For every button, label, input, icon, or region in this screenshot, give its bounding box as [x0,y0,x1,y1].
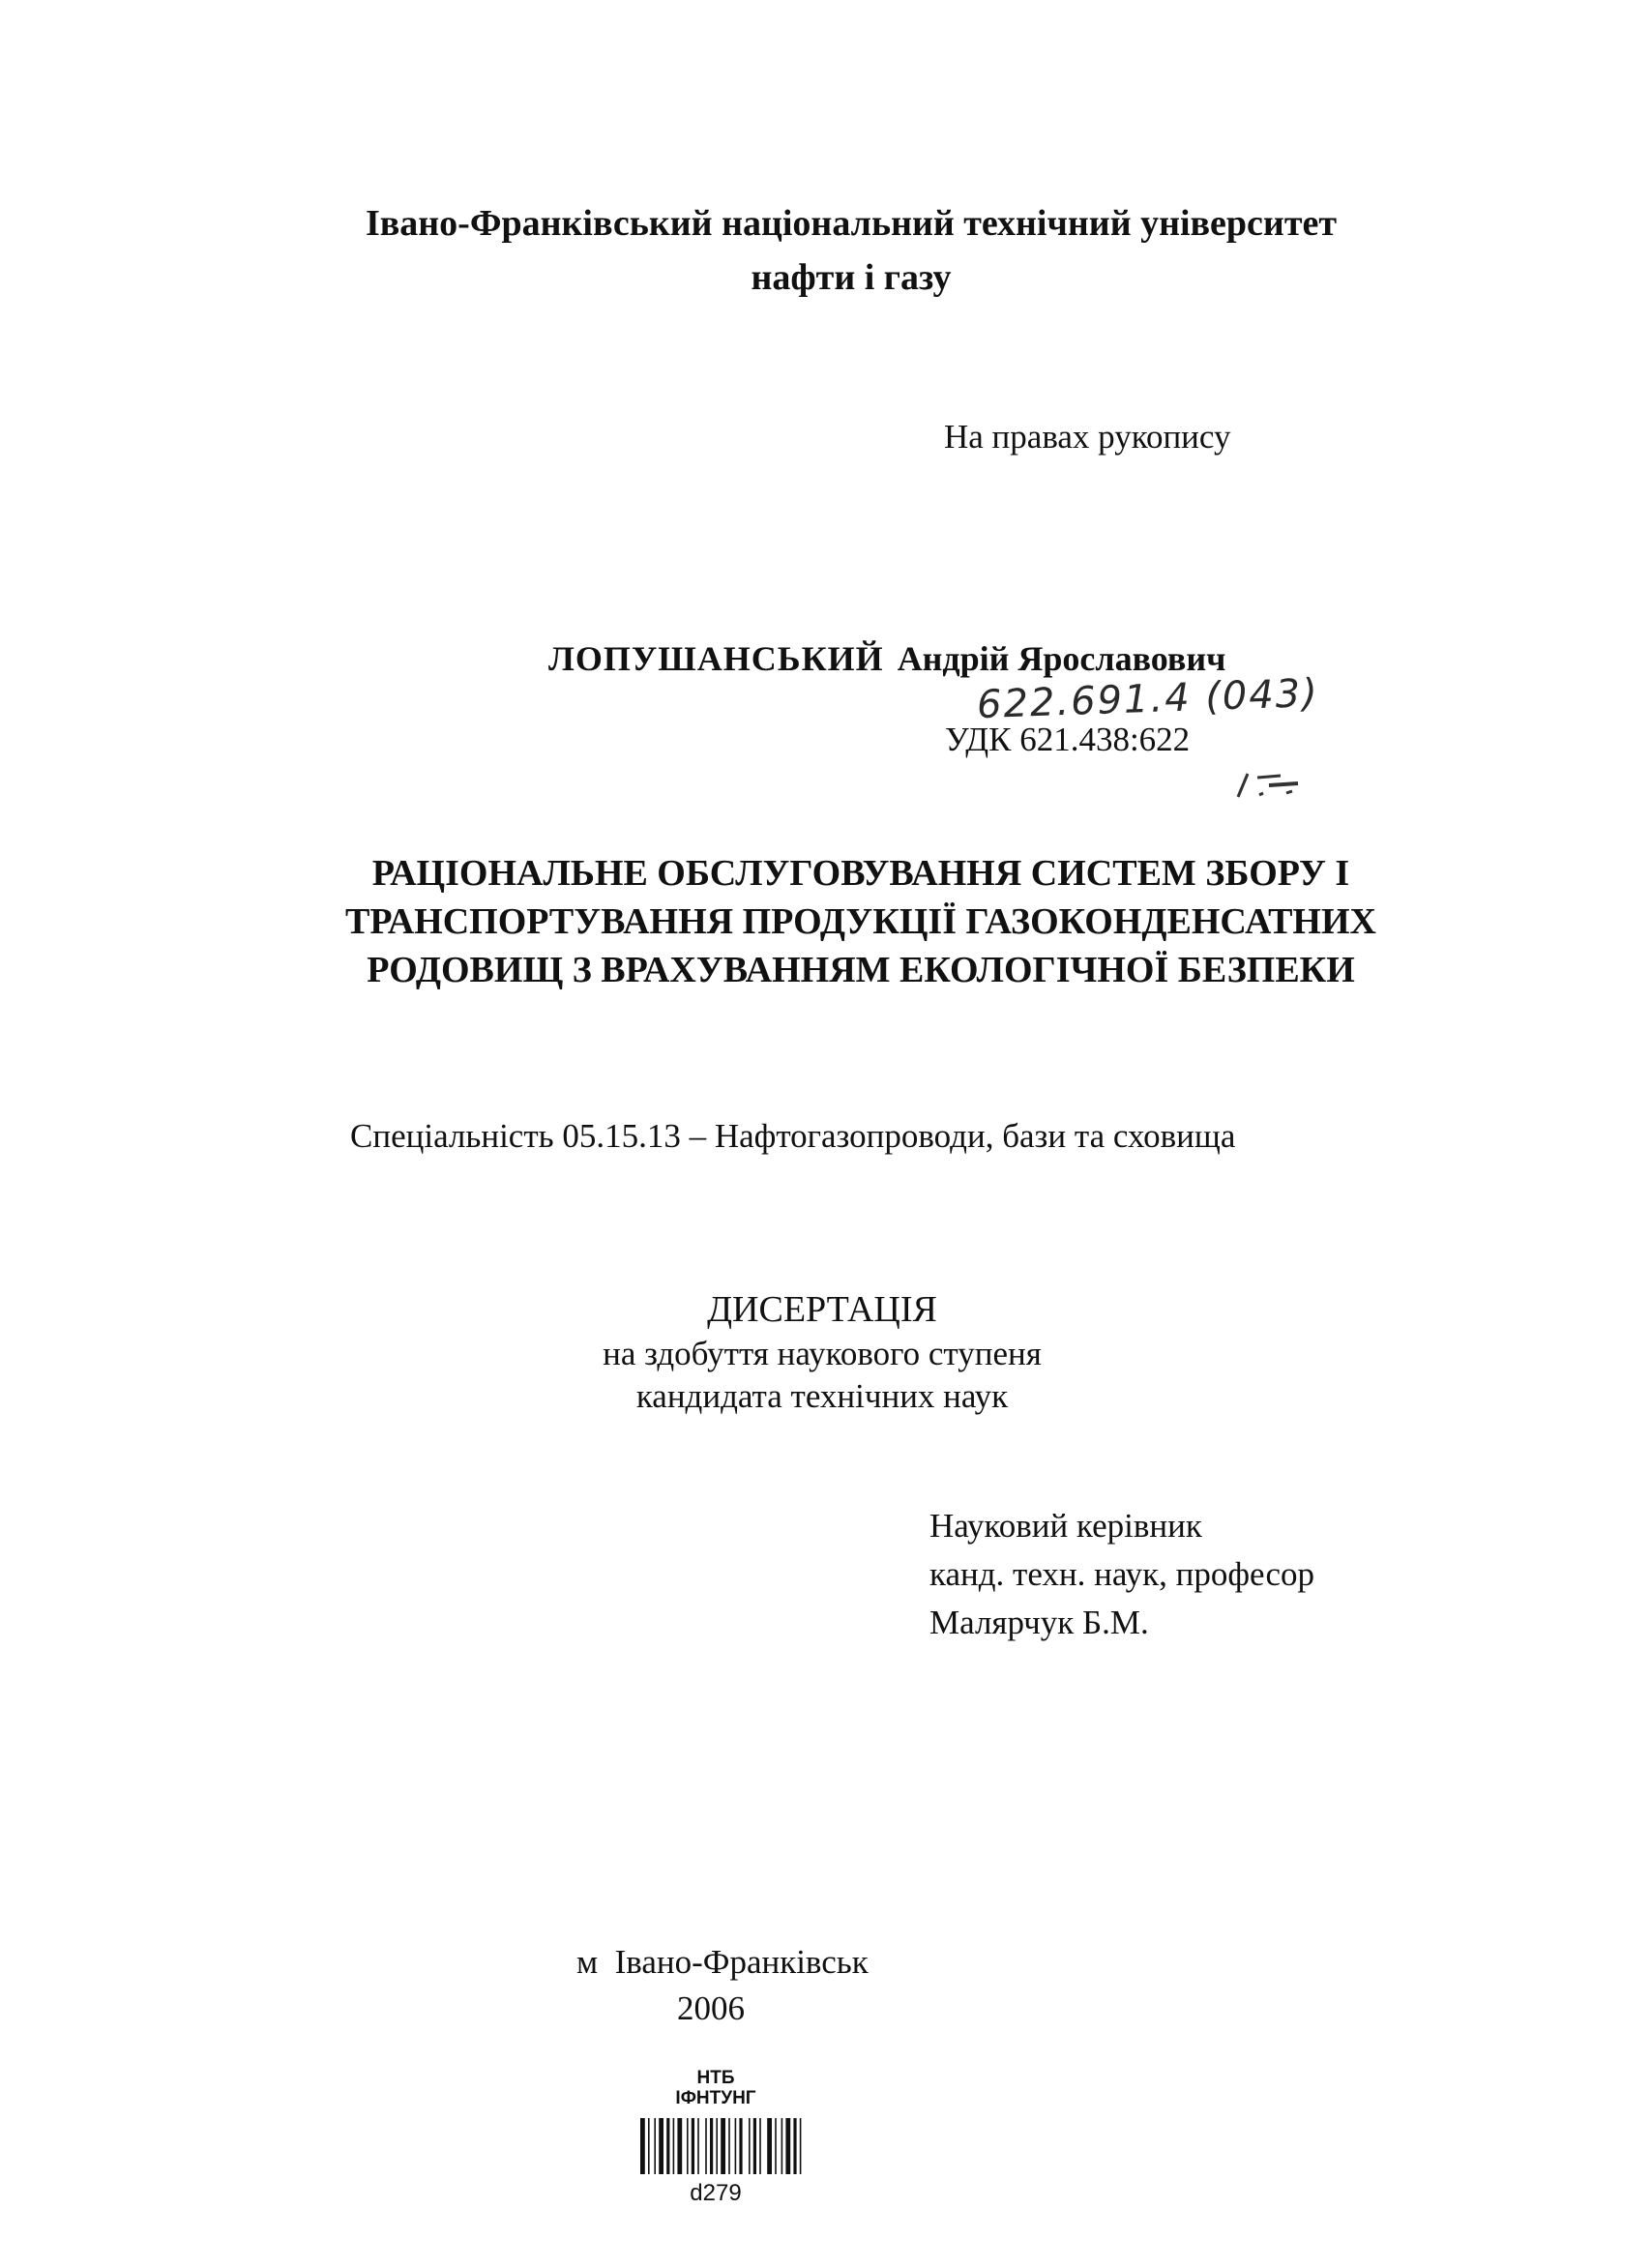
barcode-bar [728,2118,730,2174]
barcode-bar [800,2118,802,2174]
advisor-label: Науковий керівник [929,1507,1202,1545]
barcode-icon [640,2118,803,2174]
document-type: ДИСЕРТАЦІЯ [707,1289,937,1330]
barcode-bar [697,2118,699,2174]
title-line-1: РАЦІОНАЛЬНЕ ОБСЛУГОВУВАННЯ СИСТЕМ ЗБОРУ І [371,853,1350,894]
city: м Івано-Франківськ [576,1943,869,1981]
scientific-advisor [929,1502,1314,1647]
barcode-bar [654,2118,656,2174]
handwritten-classification: 622.691.4 (043) [976,670,1320,728]
barcode-bar [716,2118,718,2174]
barcode-bar [687,2118,689,2174]
barcode-bar [759,2118,761,2174]
barcode-bar [648,2118,650,2174]
place-and-year [576,1939,869,2032]
barcode-bar [666,2118,669,2174]
document-type-block [387,1286,1257,1418]
barcode-bar [673,2118,675,2174]
advisor-degree: канд. техн. наук, професор [929,1555,1314,1593]
barcode-bar [721,2118,725,2174]
udk-code: УДК 621.438:622 [945,721,1191,758]
barcode-bar [753,2118,756,2174]
specialty: Спеціальність 05.15.13 – Нафтогазопроводи, бази та сховища [350,1117,1236,1155]
university-line-1: Івано-Франківський національний технічний університет [365,203,1338,244]
barcode-bar [677,2118,682,2174]
handwritten-mark-icon [1230,764,1327,803]
barcode-bar [739,2118,742,2174]
barcode-bar [793,2118,796,2174]
barcode-bar [640,2118,645,2174]
author-surname: ЛОПУШАНСЬКИЙ [548,639,884,678]
barcode-bar [735,2118,737,2174]
advisor-name: Малярчук Б.М. [929,1604,1149,1641]
author [548,638,1225,679]
barcode-bar [775,2118,777,2174]
barcode-bar [710,2118,713,2174]
library-stamp-line-1: НТБ [696,2068,735,2088]
manuscript-note: На правах рукопису [944,418,1231,456]
barcode-bar [659,2118,663,2174]
barcode-bar [705,2118,707,2174]
library-code: d279 [690,2180,742,2206]
document-purpose-line-2: кандидата технічних наук [635,1377,1009,1415]
barcode-bar [692,2118,694,2174]
barcode-bar [781,2118,783,2174]
barcode-bar [767,2118,772,2174]
title-line-2: ТРАНСПОРТУВАННЯ ПРОДУКЦІЇ ГАЗОКОНДЕНСАТНИХ [345,901,1376,942]
document-purpose-line-1: на здобуття наукового ступеня [603,1335,1042,1372]
university-line-2: нафти і газу [751,257,952,298]
dissertation-title [290,849,1431,994]
year: 2006 [677,1989,745,2027]
library-stamp [629,2068,803,2108]
library-stamp-line-2: ІФНТУНГ [675,2088,756,2108]
author-given-names: Андрій Ярославович [897,639,1226,678]
barcode-bar [785,2118,790,2174]
university-name [290,196,1412,305]
barcode-bar [749,2118,751,2174]
title-line-3: РОДОВИЩ З ВРАХУВАННЯМ ЕКОЛОГІЧНОЇ БЕЗПЕКИ [367,950,1355,990]
